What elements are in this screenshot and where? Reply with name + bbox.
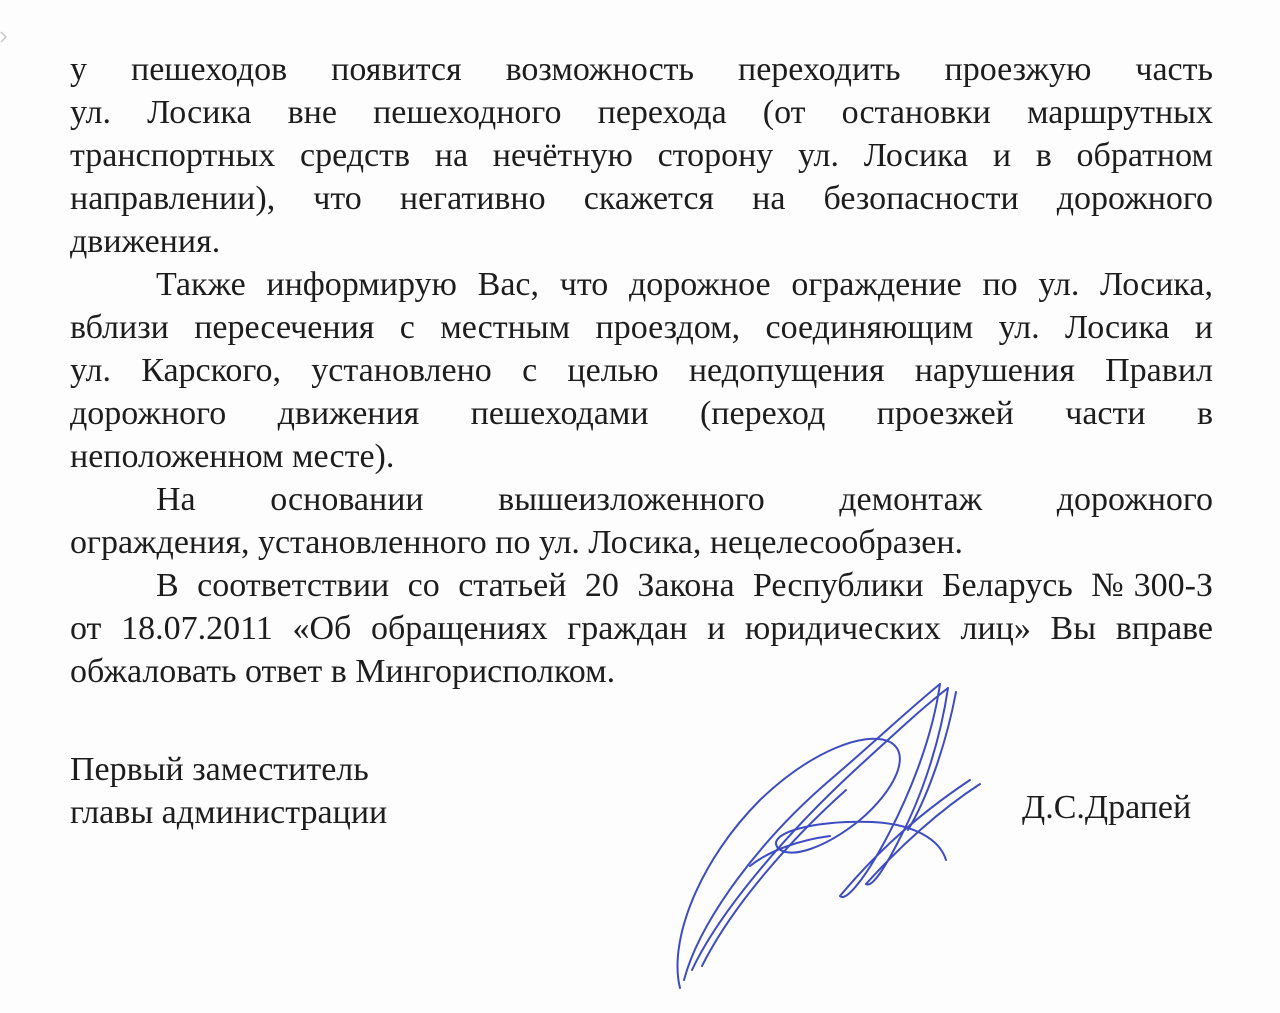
- paragraph-start-line: На основании вышеизложенного демонтаж дорожного: [156, 481, 1213, 518]
- signatory-position: [70, 748, 387, 834]
- text-line: движения.: [70, 223, 221, 260]
- text-line: обжаловать ответ в Мингорисполком.: [70, 653, 616, 690]
- paragraph-start-line: В соответствии со статьей 20 Закона Республики Беларусь №300-З: [156, 567, 1213, 604]
- handwritten-signature: [640, 670, 1060, 1010]
- text-line: ул. Лосика вне пешеходного перехода (от остановки маршрутных: [70, 94, 1213, 131]
- position-line: Первый заместитель: [70, 751, 369, 788]
- position-line: главы администрации: [70, 794, 388, 831]
- paragraph-start-line: Также информирую Вас, что дорожное ограждение по ул. Лосика,: [156, 266, 1213, 303]
- page-corner-mark: [0, 30, 10, 44]
- text-line: направлении), что негативно скажется на безопасности дорожного: [70, 180, 1213, 217]
- text-line: дорожного движения пешеходами (переход проезжей части в: [70, 395, 1213, 432]
- text-line: у пешеходов появится возможность переходить проезжую часть: [70, 51, 1213, 88]
- signatory-name: Д.С.Драпей: [1022, 789, 1192, 826]
- text-line: ограждения, установленного по ул. Лосика, нецелесообразен.: [70, 524, 964, 561]
- text-line: неположенном месте).: [70, 438, 395, 475]
- letter-body: [70, 48, 1213, 693]
- text-line: вблизи пересечения с местным проездом, соединяющим ул. Лосика и: [70, 309, 1213, 346]
- text-line: ул. Карского, установлено с целью недопущения нарушения Правил: [70, 352, 1213, 389]
- text-line: транспортных средств на нечётную сторону ул. Лосика и в обратном: [70, 137, 1213, 174]
- text-line: от 18.07.2011 «Об обращениях граждан и юридических лиц» Вы вправе: [70, 610, 1213, 647]
